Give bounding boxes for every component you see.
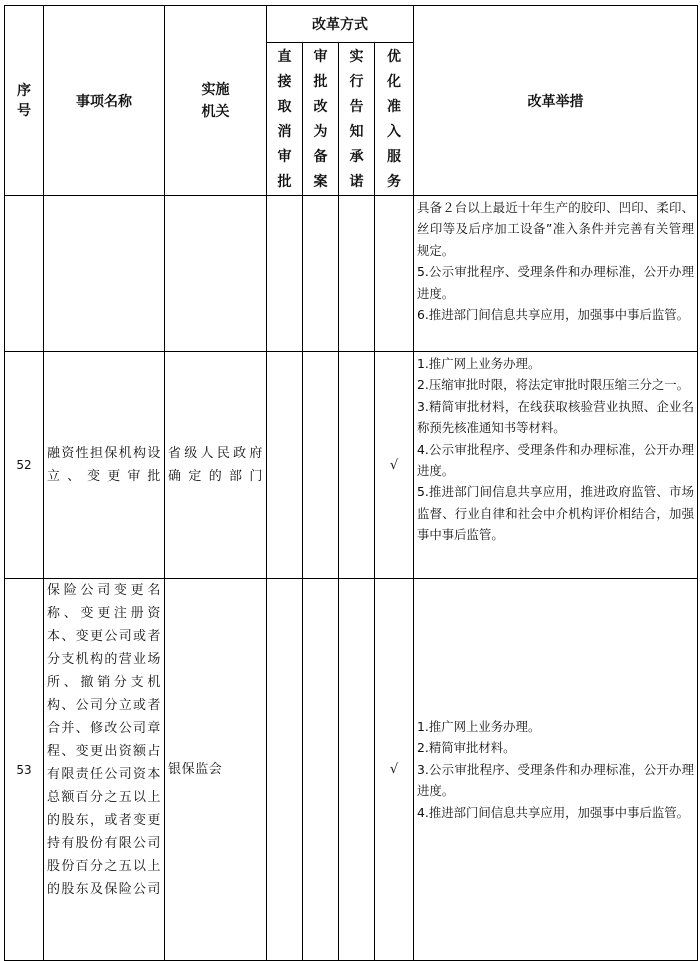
row-seq: 53	[5, 579, 44, 961]
row-seq: 52	[5, 352, 44, 579]
table-row	[5, 196, 698, 352]
header-agency: 实施机关	[165, 6, 267, 196]
header-item-name: 事项名称	[44, 6, 165, 196]
header-mode-notify: 实行告知承诺	[339, 43, 375, 196]
header-seq: 序号	[5, 6, 44, 196]
measure-item: 1.推广网上业务办理。	[417, 356, 541, 371]
measure-item: 2.精简审批材料。	[417, 740, 516, 756]
measure-item: 4.推进部门间信息共享应用，加强事中事后监管。	[417, 804, 690, 820]
table-row	[5, 579, 698, 961]
reform-table	[4, 5, 698, 961]
row-agency	[165, 196, 267, 352]
row-mode-optimize	[375, 196, 414, 352]
row-mode-notify	[339, 579, 375, 961]
row-mode-record	[303, 352, 339, 579]
measure-item: 3.精简审批材料，在线获取核验营业执照、企业名称预先核准通知书等材料。	[417, 398, 694, 436]
row-measures	[414, 352, 698, 579]
measure-item: 5.推进部门间信息共享应用，推进政府监管、市场监督、行业自律和社会中介机构评价相结合，加强事中事后监管。	[417, 484, 694, 543]
row-item-name: 融资性担保机构设立、变更审批	[44, 352, 165, 579]
header-reform-mode: 改革方式	[267, 6, 414, 43]
row-mode-record	[303, 579, 339, 961]
measure-item: 5.公示审批程序、受理条件和办理标准，公开办理进度。	[417, 264, 694, 301]
row-mode-optimize: √	[375, 352, 414, 579]
measure-item: 1.推广网上业务办理。	[417, 718, 541, 734]
row-measures	[414, 579, 698, 961]
row-item-name	[44, 196, 165, 352]
row-mode-notify	[339, 352, 375, 579]
measure-item: 3.公示审批程序、受理条件和办理标准，公开办理进度。	[417, 761, 694, 799]
table-row	[5, 352, 698, 579]
row-mode-optimize: √	[375, 579, 414, 961]
measure-item: 4.公示审批程序、受理条件和办理标准，公开办理进度。	[417, 441, 694, 479]
row-mode-direct	[267, 579, 303, 961]
header-mode-optimize: 优化准入服务	[375, 43, 414, 196]
measure-item: 具备２台以上最近十年生产的胶印、凹印、柔印、丝印等及后序加工设备”准入条件并完善有关管理规定。	[417, 200, 694, 258]
header-mode-record: 审批改为备案	[303, 43, 339, 196]
row-mode-direct	[267, 352, 303, 579]
row-agency: 省级人民政府确定的部门	[165, 352, 267, 579]
row-agency: 银保监会	[165, 579, 267, 961]
measure-item: 2.压缩审批时限，将法定审批时限压缩三分之一。	[417, 377, 690, 393]
row-seq	[5, 196, 44, 352]
row-item-name: 保险公司变更名称、变更注册资本、变更公司或者分支机构的营业场所、撤销分支机构、公司分立或者合并、修改公司章程、变更出资额占有限责任公司资本总额百分之五以上的股东，或者变更持有股份有限公司股份百分之五以上的股东及保险公司	[44, 579, 165, 961]
row-mode-record	[303, 196, 339, 352]
header-measures: 改革举措	[414, 6, 698, 196]
row-mode-direct	[267, 196, 303, 352]
row-measures	[414, 196, 698, 352]
header-mode-direct-cancel: 直接取消审批	[267, 43, 303, 196]
row-mode-notify	[339, 196, 375, 352]
measure-item: 6.推进部门间信息共享应用，加强事中事后监管。	[417, 307, 690, 323]
